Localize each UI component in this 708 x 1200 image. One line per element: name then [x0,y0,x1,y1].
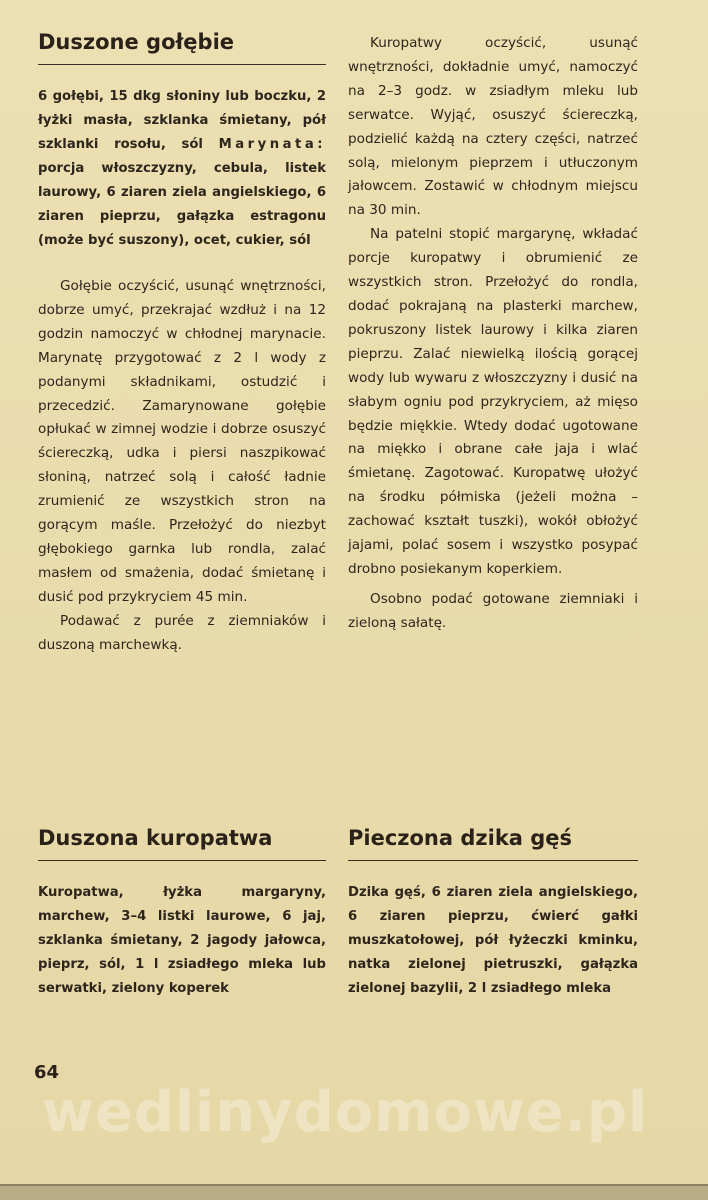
ingredients-golebie [38,85,326,253]
recipe-title-ges: Pieczona dzika gęś [348,826,638,861]
ingredients-ges: Dzika gęś, 6 ziaren ziela angielskiego, 6 ziaren pieprzu, ćwierć gałki muszkatołowej, pół łyżeczki kminku, natka zielonej pietruszki, gałązka zielonej bazylii, 2 l zsiadłego mleka [348,885,638,996]
instructions-kuropatwa-1: Kuropatwy oczyścić, usunąć wnętrzności, dokładnie umyć, namoczyć na 2–3 godz. w zsiadłym mleku lub serwatce. Wyjąć, osuszyć ściereczką, podzielić każdą na cztery części, natrzeć solą, mielonym pieprzem i utłuczonym jałowcem. Zostawić w chłodnym miejscu na 30 min. [348,35,638,219]
page-edge [0,1186,708,1200]
instructions-golebie-2: Podawać z purée z ziemniaków i duszoną marchewką. [38,612,326,653]
page-number: 64 [34,1062,60,1083]
instructions-golebie-1: Gołębie oczyścić, usunąć wnętrzności, dobrze umyć, przekrajać wzdłuż i na 12 godzin namoczyć w chłodnej marynacie. Marynatę przygotować z 2 l wody z podanymi składnikami, ostudzić i przecedzić. Zamarynowane gołębie opłukać w zimnej wodzie i dobrze osuszyć ściereczką, udka i piersi naszpikować słoniną, natrzeć solą i całość ładnie zrumienić ze wszystkich stron na gorącym maśle. Przełożyć do niezbyt głębokiego garnka lub rondla, zalać masłem od smażenia, dodać śmietanę i dusić pod przykryciem 45 min. [38,278,326,605]
watermark: wedlinydomowe.pl [42,1080,649,1145]
recipe-kuropatwa [38,826,326,1001]
ingredients-kuropatwa: Kuropatwa, łyżka margaryny, marchew, 3–4 listki laurowe, 6 jaj, szklanka śmietany, 2 jagody jałowca, pieprz, sól, 1 l zsiadłego mleka lub serwatki, zielony koperek [38,885,326,996]
recipe-ges [348,826,638,1001]
instructions-kuropatwa-3: Osobno podać gotowane ziemniaki i zieloną sałatę. [348,590,638,631]
marinade-label: Marynata: [218,137,326,152]
instructions-kuropatwa-2: Na patelni stopić margarynę, wkładać porcje kuropatwy i obrumienić ze wszystkich stron. Przełożyć do rondla, dodać pokrajaną na plasterki marchew, pokruszony listek laurowy i kilka ziaren pieprzu. Zalać niewielką ilością gorącej wody lub wywaru z włoszczyzny i dusić na słabym ogniu pod przykryciem, aż mięso będzie miękkie. Wtedy dodać ugotowane na miękko i obrane całe jaja i wlać śmietanę. Zagotować. Kuropatwę ułożyć na środku półmiska (jeżeli można – zachować kształt tuszki), wokół obłożyć jajami, polać sosem i wszystko posypać drobno posiekanym koperkiem. [348,226,638,577]
recipe-golebie [38,30,326,658]
ingredients-golebie-main: 6 gołębi, 15 dkg słoniny lub boczku, 2 łyżki masła, szklanka śmietany, pół szklanki rosołu, sól [38,89,326,152]
recipe-title-golebie: Duszone gołębie [38,30,326,65]
recipe-kuropatwa-continued [348,32,638,636]
ingredients-golebie-marinade: porcja włoszczyzny, cebula, listek laurowy, 6 ziaren ziela angielskiego, 6 ziaren pieprzu, gałązka estragonu (może być suszony), ocet, cukier, sól [38,161,326,248]
recipe-title-kuropatwa: Duszona kuropatwa [38,826,326,861]
